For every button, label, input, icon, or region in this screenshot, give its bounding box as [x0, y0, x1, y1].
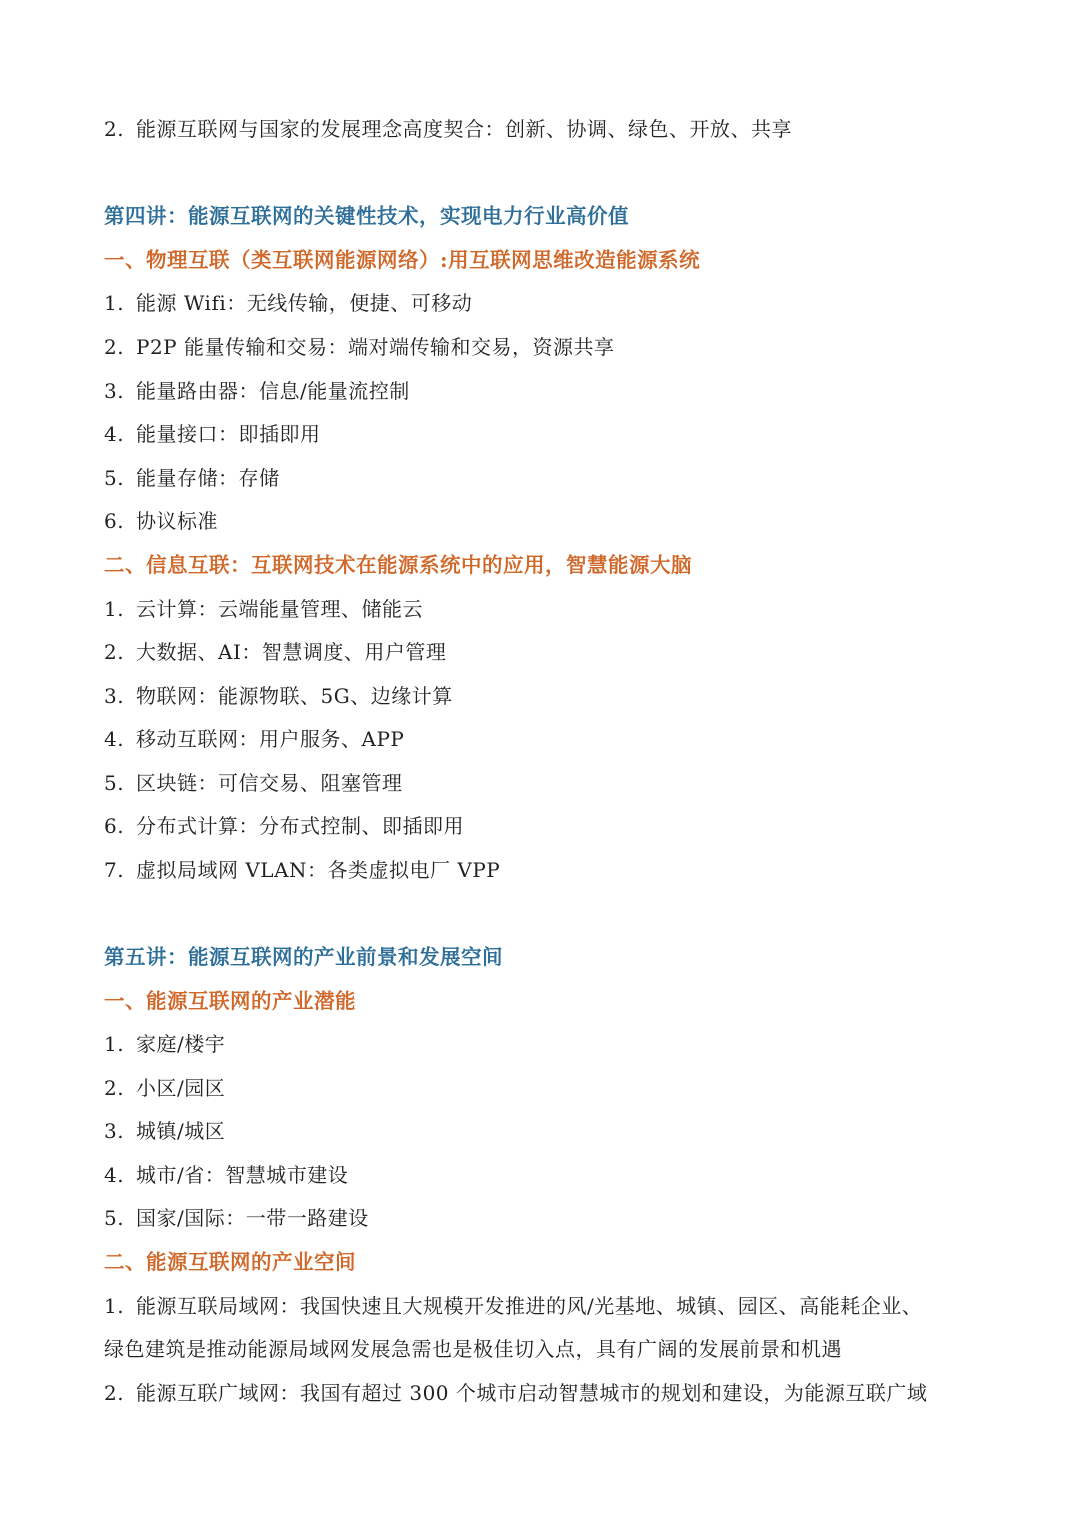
list-item	[104, 1029, 990, 1059]
item-number: 1.	[104, 291, 125, 315]
list-item	[104, 463, 990, 493]
item-number: 5.	[104, 1206, 125, 1230]
list-item	[104, 1073, 990, 1103]
list-item	[104, 724, 990, 754]
item-number: 2.	[104, 1381, 125, 1405]
list-item	[104, 811, 990, 841]
item-text: 移动互联网：用户服务、APP	[136, 727, 405, 751]
list-item	[104, 594, 990, 624]
item-text: 能量路由器：信息/能量流控制	[136, 379, 410, 403]
item-number: 1.	[104, 1294, 125, 1318]
lecture5-section2-title: 二、能源互联网的产业空间	[104, 1250, 356, 1274]
item-number: 1.	[104, 597, 125, 621]
lecture4-section2-title: 二、信息互联：互联网技术在能源系统中的应用，智慧能源大脑	[104, 553, 692, 577]
item-number: 2.	[104, 1076, 125, 1100]
item-number: 2.	[104, 335, 125, 359]
lecture5-section1-title: 一、能源互联网的产业潜能	[104, 989, 356, 1013]
item-text: 能量存储：存储	[136, 466, 280, 490]
list-item	[104, 376, 990, 406]
item-text: 国家/国际：一带一路建设	[136, 1206, 369, 1230]
item-number: 2.	[104, 117, 125, 141]
list-item	[104, 855, 990, 885]
list-item	[104, 1291, 990, 1321]
item-number: 7.	[104, 858, 125, 882]
item-number: 3.	[104, 1119, 125, 1143]
item-number: 5.	[104, 771, 125, 795]
intro-list-item	[104, 114, 990, 144]
list-item	[104, 1116, 990, 1146]
list-item	[104, 637, 990, 667]
list-item	[104, 506, 990, 536]
item-number: 4.	[104, 1163, 125, 1187]
item-number: 2.	[104, 640, 125, 664]
list-item	[104, 1160, 990, 1190]
list-item	[104, 768, 990, 798]
item-text: 小区/园区	[136, 1076, 226, 1100]
item-text: 能源 Wifi：无线传输，便捷、可移动	[136, 291, 473, 315]
item-number: 3.	[104, 379, 125, 403]
item-text: 虚拟局域网 VLAN：各类虚拟电厂 VPP	[136, 858, 501, 882]
item-number: 3.	[104, 684, 125, 708]
item-text: 城市/省：智慧城市建设	[136, 1163, 349, 1187]
item-text: 区块链：可信交易、阻塞管理	[136, 771, 403, 795]
item-number: 5.	[104, 466, 125, 490]
item-text: 能源互联局域网：我国快速且大规模开发推进的风/光基地、城镇、园区、高能耗企业、	[136, 1294, 923, 1318]
item-text: 能源互联网与国家的发展理念高度契合：创新、协调、绿色、开放、共享	[136, 117, 792, 141]
list-item	[104, 681, 990, 711]
item-number: 6.	[104, 814, 125, 838]
lecture4-title: 第四讲：能源互联网的关键性技术，实现电力行业高价值	[104, 204, 629, 228]
item-text: 城镇/城区	[136, 1119, 226, 1143]
list-item-continuation: 绿色建筑是推动能源局域网发展急需也是极佳切入点，具有广阔的发展前景和机遇	[104, 1337, 842, 1361]
item-text: 家庭/楼宇	[136, 1032, 226, 1056]
item-text: 云计算：云端能量管理、储能云	[136, 597, 423, 621]
item-text: P2P 能量传输和交易：端对端传输和交易，资源共享	[136, 335, 615, 359]
item-number: 6.	[104, 509, 125, 533]
list-item	[104, 288, 990, 318]
lecture5-title: 第五讲：能源互联网的产业前景和发展空间	[104, 945, 503, 969]
item-number: 4.	[104, 727, 125, 751]
list-item	[104, 1378, 990, 1408]
lecture4-section1-title: 一、物理互联（类互联网能源网络）:用互联网思维改造能源系统	[104, 248, 701, 272]
list-item	[104, 332, 990, 362]
item-text: 协议标准	[136, 509, 218, 533]
item-text: 分布式计算：分布式控制、即插即用	[136, 814, 464, 838]
item-text: 物联网：能源物联、5G、边缘计算	[136, 684, 453, 708]
item-number: 1.	[104, 1032, 125, 1056]
item-text: 能源互联广域网：我国有超过 300 个城市启动智慧城市的规划和建设，为能源互联广域	[136, 1381, 928, 1405]
item-number: 4.	[104, 422, 125, 446]
list-item	[104, 419, 990, 449]
item-text: 大数据、AI：智慧调度、用户管理	[136, 640, 447, 664]
item-text: 能量接口：即插即用	[136, 422, 321, 446]
list-item	[104, 1203, 990, 1233]
